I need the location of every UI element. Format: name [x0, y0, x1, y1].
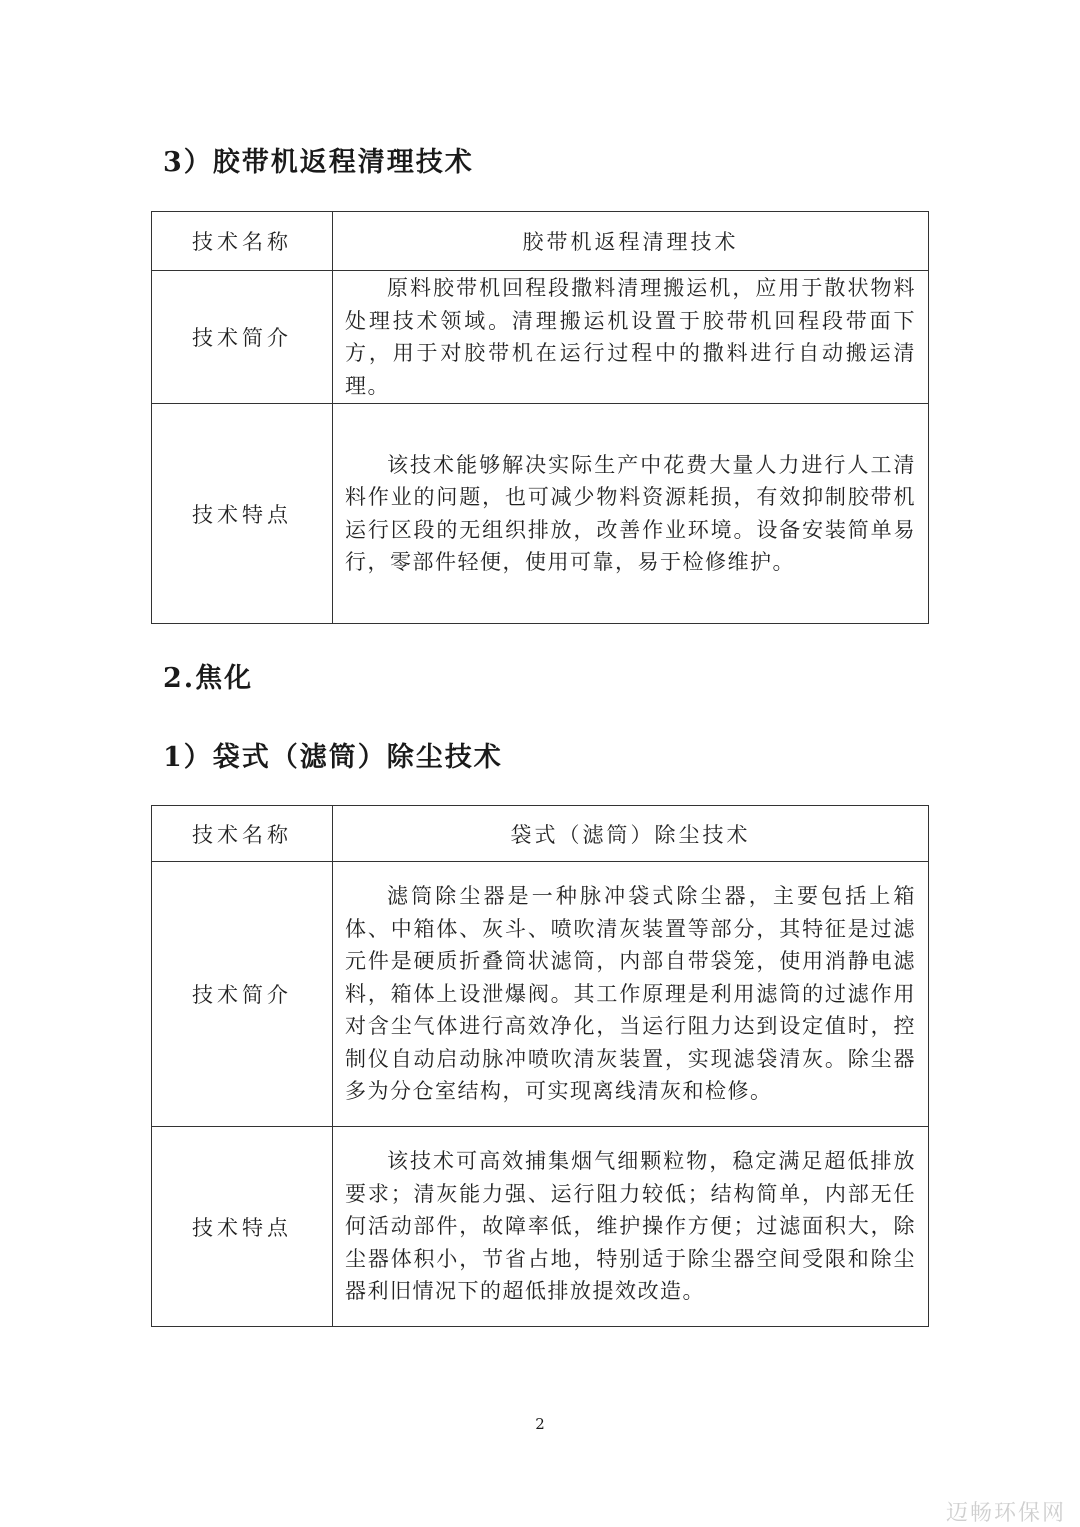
table-row — [152, 806, 929, 862]
tech-table-bag-filter — [151, 805, 929, 1327]
row-label-intro: 技术简介 — [152, 862, 333, 1127]
row-label-name: 技术名称 — [152, 806, 333, 862]
row-label-features: 技术特点 — [152, 1127, 333, 1327]
section-heading-bag-filter: 1）袋式（滤筒）除尘技术 — [163, 742, 503, 773]
row-value-features — [333, 404, 929, 624]
page-number: 2 — [535, 1415, 545, 1433]
row-label-features: 技术特点 — [152, 404, 333, 624]
row-value-features — [333, 1127, 929, 1327]
row-value-name: 袋式（滤筒）除尘技术 — [333, 806, 929, 862]
section-heading-coking: 2.焦化 — [163, 663, 254, 694]
row-label-intro: 技术简介 — [152, 271, 333, 404]
table-row — [152, 862, 929, 1127]
row-label-name: 技术名称 — [152, 212, 333, 271]
table-row — [152, 404, 929, 624]
row-value-intro — [333, 271, 929, 404]
features-text: 该技术能够解决实际生产中花费大量人力进行人工清料作业的问题，也可减少物料资源耗损，有效抑制胶带机运行区段的无组织排放，改善作业环境。设备安装简单易行，零部件轻便，使用可靠，易于检修维护。 — [345, 452, 916, 574]
watermark: 迈畅环保网 — [945, 1501, 1066, 1526]
row-value-name: 胶带机返程清理技术 — [333, 212, 929, 271]
table-row — [152, 212, 929, 271]
intro-text: 原料胶带机回程段撒料清理搬运机，应用于散状物料处理技术领域。清理搬运机设置于胶带机回程段带面下方，用于对胶带机在运行过程中的撒料进行自动搬运清理。 — [345, 276, 916, 398]
row-value-intro — [333, 862, 929, 1127]
table-row — [152, 1127, 929, 1327]
features-text: 该技术可高效捕集烟气细颗粒物，稳定满足超低排放要求；清灰能力强、运行阻力较低；结构简单，内部无任何活动部件，故障率低，维护操作方便；过滤面积大，除尘器体积小，节省占地，特别适于除尘器空间受限和除尘器利旧情况下的超低排放提效改造。 — [345, 1149, 916, 1304]
table-row — [152, 271, 929, 404]
intro-text: 滤筒除尘器是一种脉冲袋式除尘器，主要包括上箱体、中箱体、灰斗、喷吹清灰装置等部分，其特征是过滤元件是硬质折叠筒状滤筒，内部自带袋笼，使用消静电滤料，箱体上设泄爆阀。其工作原理是利用滤筒的过滤作用对含尘气体进行高效净化，当运行阻力达到设定值时，控制仪自动启动脉冲喷吹清灰装置，实现滤袋清灰。除尘器多为分仓室结构，可实现离线清灰和检修。 — [345, 884, 916, 1104]
tech-table-belt-cleaning — [151, 211, 929, 624]
section-heading-belt-cleaning: 3）胶带机返程清理技术 — [163, 147, 474, 178]
